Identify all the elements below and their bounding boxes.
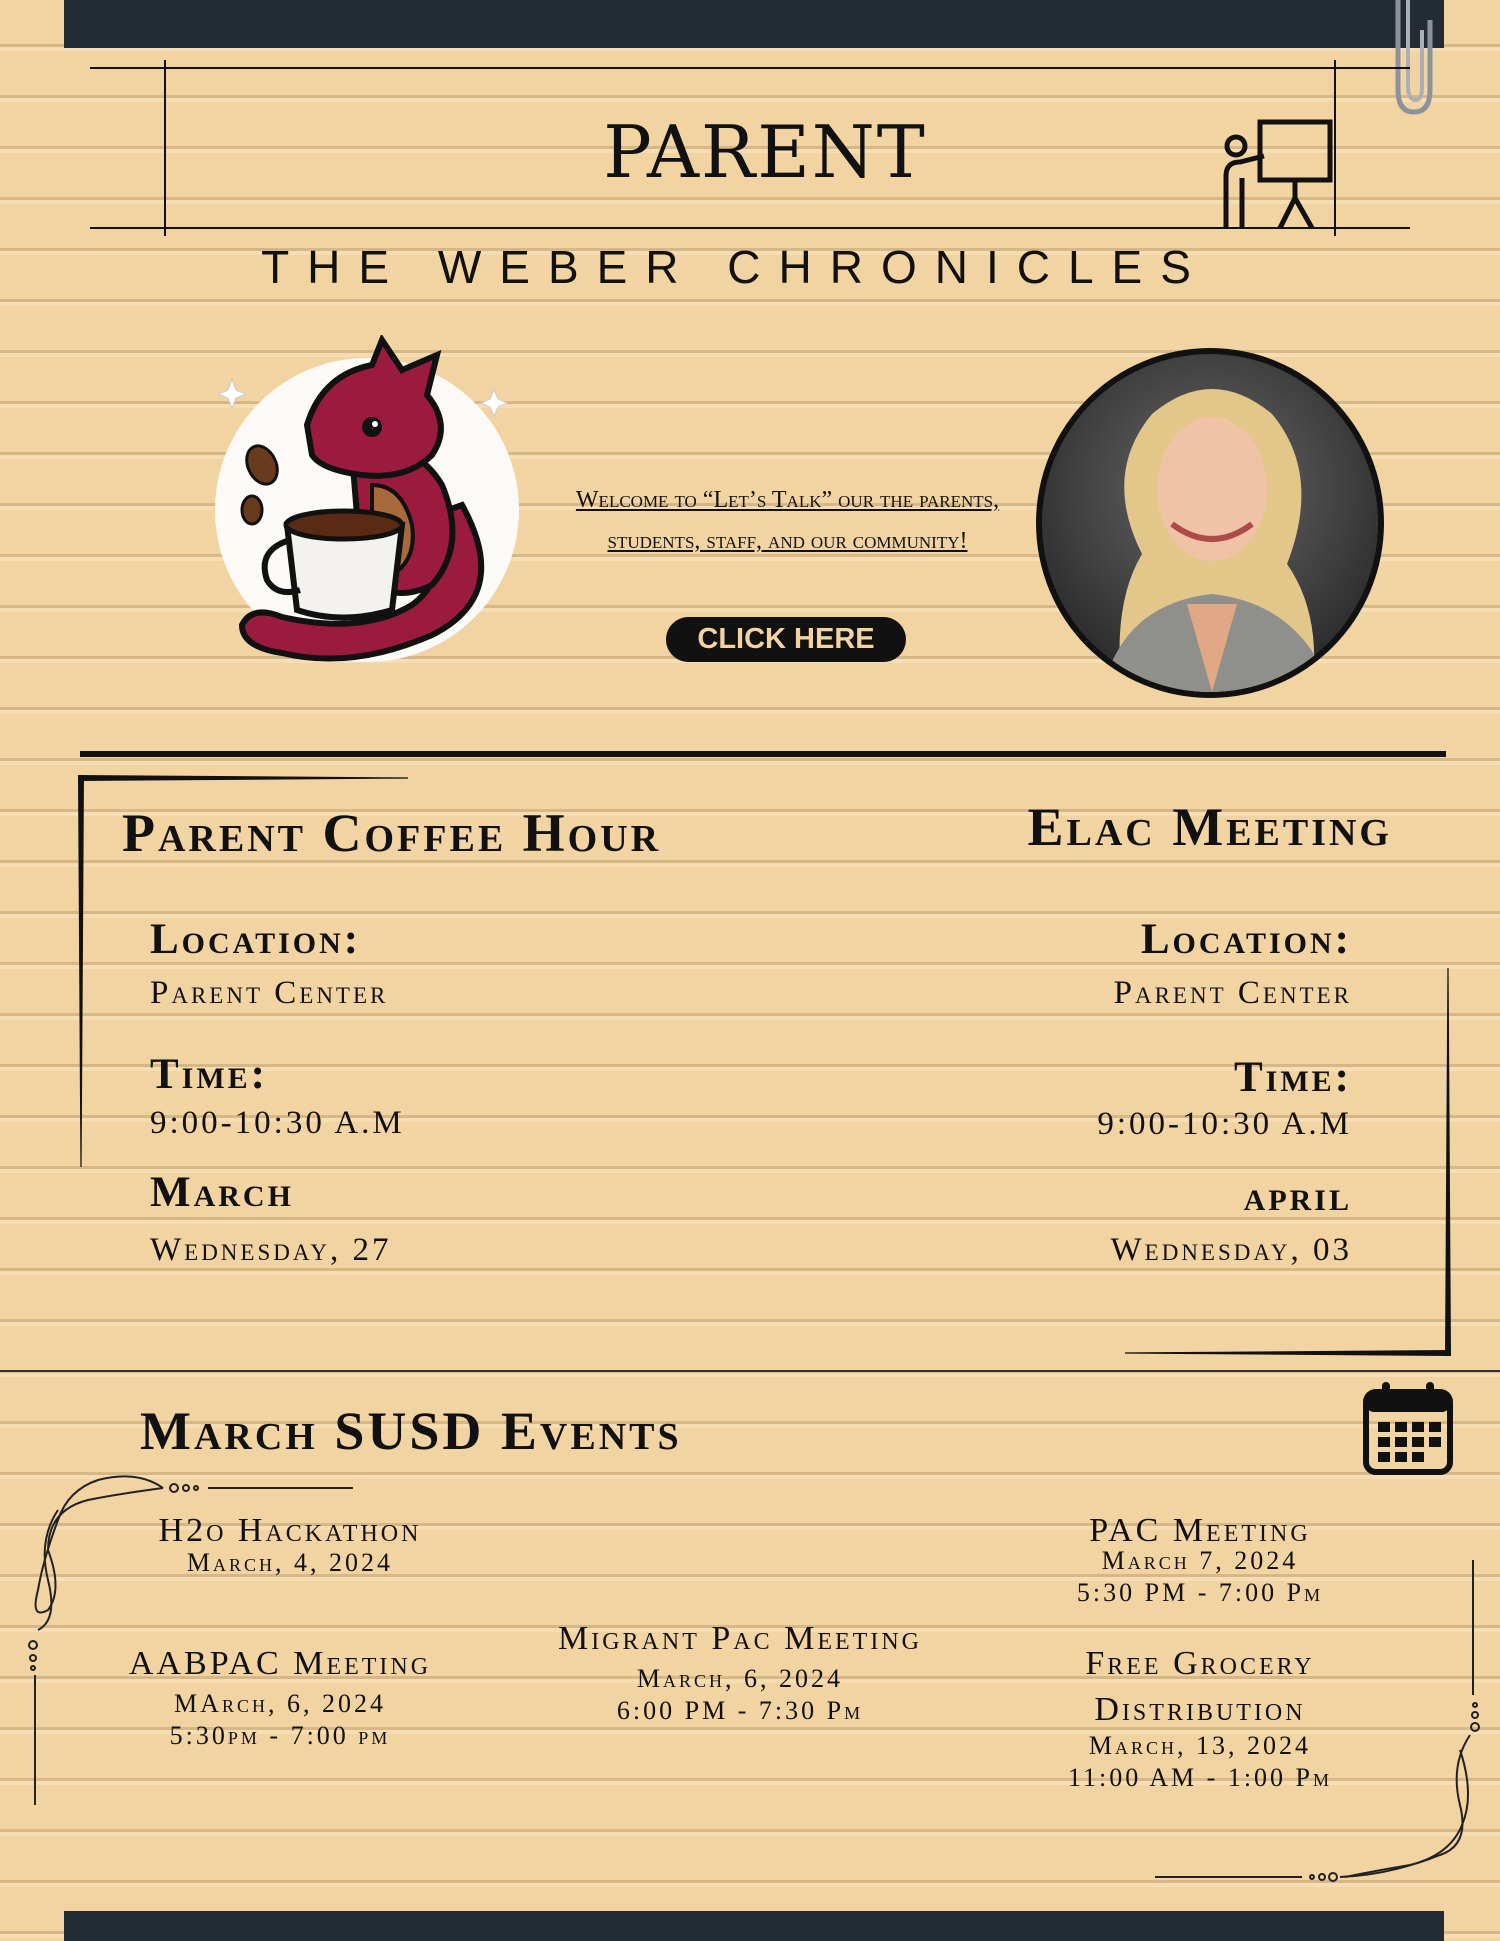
coffee-time: 9:00-10:30 A.M: [150, 1105, 405, 1141]
principal-portrait: [1036, 348, 1384, 698]
elac-location: Parent Center: [1113, 975, 1352, 1011]
event-date: March, 6, 2024: [636, 1664, 844, 1693]
elac-month: april: [1243, 1173, 1352, 1220]
elac-date: Wednesday, 03: [1110, 1232, 1352, 1268]
event-date: MArch, 6, 2024: [174, 1689, 386, 1718]
event-item: [100, 1512, 480, 1578]
section-divider: [80, 751, 1446, 757]
events-title: March SUSD Events: [140, 1401, 682, 1461]
event-name: Migrant Pac Meeting: [557, 1620, 922, 1657]
frame-stroke: [78, 775, 84, 1167]
event-time: 5:30 PM - 7:00 Pm: [1076, 1578, 1324, 1607]
frame-stroke: [1125, 1350, 1451, 1356]
bottom-bar: [64, 1911, 1444, 1941]
event-item: [1030, 1645, 1370, 1793]
coffee-hour-title: Parent Coffee Hour: [122, 803, 662, 863]
coffee-date: Wednesday, 27: [150, 1232, 392, 1268]
header-kicker: PARENT: [603, 110, 927, 194]
coffee-month: March: [150, 1169, 294, 1216]
event-item: [1030, 1512, 1370, 1608]
frame-stroke: [78, 775, 408, 781]
event-name: H2o Hackathon: [158, 1512, 422, 1549]
event-name: PAC Meeting: [1089, 1512, 1311, 1549]
click-here-button[interactable]: CLICK HERE: [666, 617, 906, 662]
event-date: March, 4, 2024: [186, 1548, 394, 1577]
elac-title: Elac Meeting: [1027, 797, 1392, 857]
event-date: March 7, 2024: [1101, 1546, 1299, 1575]
header-rule-left: [164, 60, 166, 236]
events-divider: [0, 1370, 1500, 1372]
coffee-location: Parent Center: [150, 975, 389, 1011]
paperclip-icon: [1378, 0, 1438, 120]
elac-time: 9:00-10:30 A.M: [1097, 1106, 1352, 1142]
event-time: 5:30pm - 7:00 pm: [169, 1721, 391, 1750]
event-item: [520, 1620, 960, 1726]
event-date: March, 13, 2024: [1088, 1731, 1312, 1760]
dragon-coffee-logo: [212, 335, 522, 695]
event-item: [90, 1645, 470, 1751]
event-name: AABPAC Meeting: [128, 1645, 432, 1682]
event-time: 11:00 AM - 1:00 Pm: [1067, 1763, 1333, 1792]
newsletter-title: THE WEBER CHRONICLES: [261, 241, 1209, 293]
elac-location-label: Location:: [1140, 916, 1352, 963]
coffee-time-label: Time:: [150, 1051, 268, 1098]
event-name: Free Grocery: [1085, 1645, 1315, 1682]
elac-time-label: Time:: [1234, 1054, 1352, 1101]
frame-stroke: [1445, 968, 1451, 1356]
header-rule-top: [90, 67, 1410, 69]
coffee-location-label: Location:: [150, 916, 362, 963]
calendar-icon: [1362, 1380, 1454, 1476]
welcome-message[interactable]: Welcome to “Let’s Talk” our the parents, students, staff, and our community!: [575, 487, 1000, 554]
event-name: Distribution: [1094, 1691, 1306, 1728]
top-bar: [64, 0, 1444, 48]
event-time: 6:00 PM - 7:30 Pm: [616, 1696, 864, 1725]
presenter-icon: [1220, 118, 1335, 230]
header-rule-bottom: [90, 227, 1410, 229]
